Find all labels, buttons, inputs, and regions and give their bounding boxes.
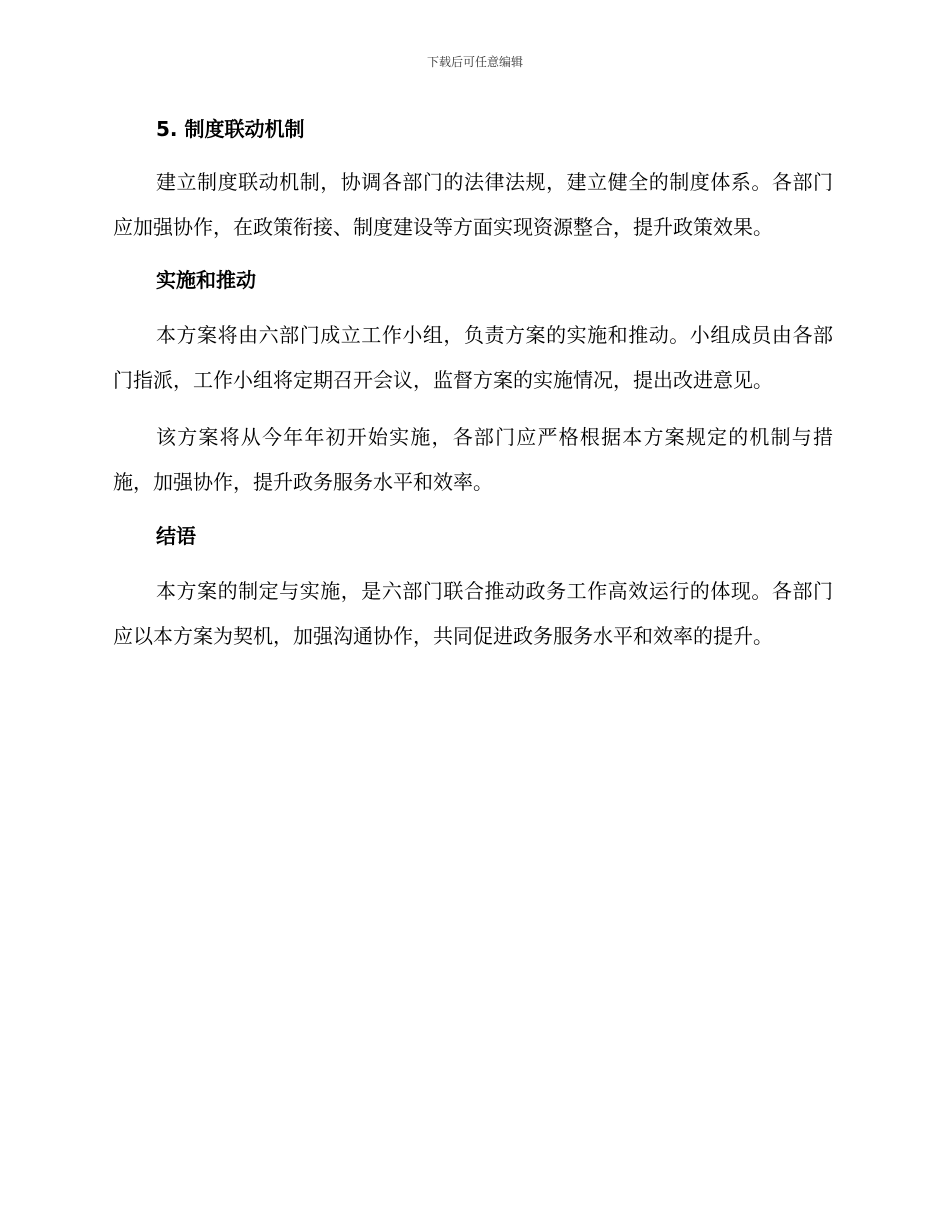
document-body (113, 110, 833, 659)
section-heading-institutional-linkage: 5. 制度联动机制 (156, 117, 305, 141)
paragraph-working-group: 本方案将由六部门成立工作小组，负责方案的实施和推动。小组成员由各部门指派，工作小组将定期召开会议，监督方案的实施情况，提出改进意见。 (113, 323, 833, 392)
section-heading-implementation: 实施和推动 (156, 268, 256, 292)
paragraph-implementation-start: 该方案将从今年年初开始实施，各部门应严格根据本方案规定的机制与措施，加强协作，提升政务服务水平和效率。 (113, 425, 833, 494)
page-header: 下载后可任意编辑 (426, 55, 523, 69)
section-heading-conclusion: 结语 (156, 524, 196, 548)
paragraph-conclusion: 本方案的制定与实施，是六部门联合推动政务工作高效运行的体现。各部门应以本方案为契机，加强沟通协作，共同促进政务服务水平和效率的提升。 (113, 579, 833, 648)
paragraph-institutional-linkage: 建立制度联动机制，协调各部门的法律法规，建立健全的制度体系。各部门应加强协作，在政策衔接、制度建设等方面实现资源整合，提升政策效果。 (113, 170, 833, 239)
